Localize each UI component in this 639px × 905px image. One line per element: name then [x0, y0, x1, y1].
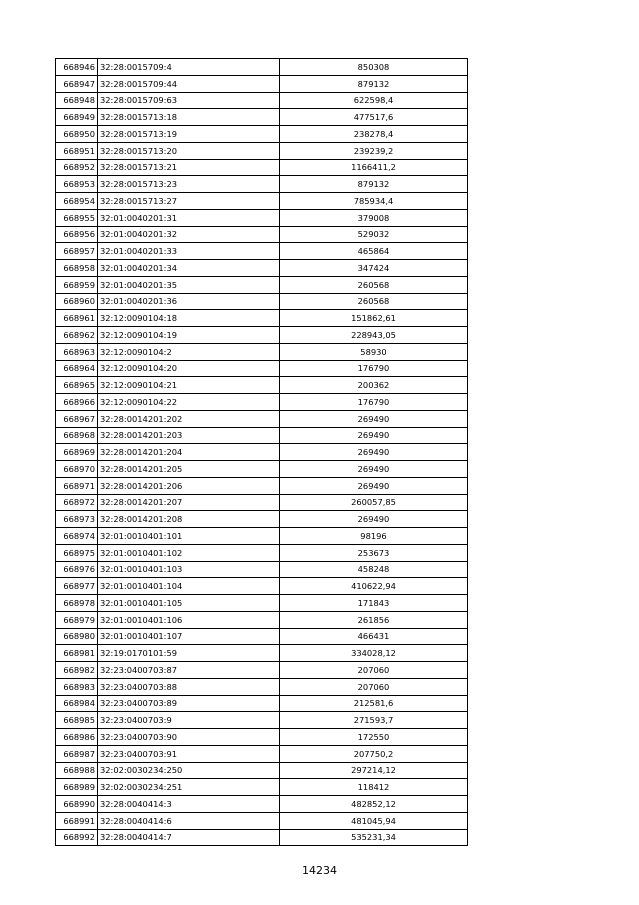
value-cell: 269490: [280, 427, 468, 444]
row-id-cell: 668955: [56, 209, 98, 226]
table-row: [56, 779, 468, 796]
cadastral-number-cell: 32:23:0400703:87: [98, 662, 280, 679]
cadastral-number-cell: 32:12:0090104:22: [98, 394, 280, 411]
cadastral-number-cell: 32:28:0040414:7: [98, 829, 280, 846]
table-row: [56, 729, 468, 746]
row-id-cell: 668981: [56, 645, 98, 662]
records-table: [55, 58, 468, 846]
table-row: [56, 276, 468, 293]
row-id-cell: 668961: [56, 310, 98, 327]
row-id-cell: 668986: [56, 729, 98, 746]
table-row: [56, 343, 468, 360]
value-cell: 260568: [280, 293, 468, 310]
value-cell: 458248: [280, 561, 468, 578]
cadastral-number-cell: 32:28:0040414:3: [98, 796, 280, 813]
row-id-cell: 668968: [56, 427, 98, 444]
cadastral-number-cell: 32:12:0090104:19: [98, 327, 280, 344]
cadastral-number-cell: 32:28:0040414:6: [98, 812, 280, 829]
cadastral-number-cell: 32:01:0010401:101: [98, 528, 280, 545]
cadastral-number-cell: 32:28:0014201:205: [98, 461, 280, 478]
table-row: [56, 762, 468, 779]
row-id-cell: 668964: [56, 360, 98, 377]
cadastral-number-cell: 32:01:0040201:33: [98, 243, 280, 260]
row-id-cell: 668956: [56, 226, 98, 243]
table-row: [56, 628, 468, 645]
cadastral-number-cell: 32:23:0400703:91: [98, 745, 280, 762]
row-id-cell: 668992: [56, 829, 98, 846]
cadastral-number-cell: 32:01:0040201:35: [98, 276, 280, 293]
table-row: [56, 595, 468, 612]
row-id-cell: 668960: [56, 293, 98, 310]
table-row: [56, 109, 468, 126]
value-cell: 118412: [280, 779, 468, 796]
value-cell: 269490: [280, 410, 468, 427]
value-cell: 347424: [280, 260, 468, 277]
value-cell: 228943,05: [280, 327, 468, 344]
value-cell: 239239,2: [280, 142, 468, 159]
cadastral-number-cell: 32:01:0040201:31: [98, 209, 280, 226]
value-cell: 176790: [280, 394, 468, 411]
row-id-cell: 668965: [56, 377, 98, 394]
cadastral-number-cell: 32:12:0090104:18: [98, 310, 280, 327]
value-cell: 207750,2: [280, 745, 468, 762]
cadastral-number-cell: 32:28:0014201:204: [98, 444, 280, 461]
cadastral-number-cell: 32:02:0030234:250: [98, 762, 280, 779]
row-id-cell: 668947: [56, 75, 98, 92]
table-row: [56, 645, 468, 662]
cadastral-number-cell: 32:12:0090104:21: [98, 377, 280, 394]
value-cell: 260568: [280, 276, 468, 293]
value-cell: 200362: [280, 377, 468, 394]
value-cell: 172550: [280, 729, 468, 746]
row-id-cell: 668977: [56, 578, 98, 595]
cadastral-number-cell: 32:23:0400703:89: [98, 695, 280, 712]
value-cell: 466431: [280, 628, 468, 645]
row-id-cell: 668946: [56, 59, 98, 76]
cadastral-number-cell: 32:23:0400703:88: [98, 678, 280, 695]
row-id-cell: 668948: [56, 92, 98, 109]
table-row: [56, 829, 468, 846]
page-number: 14234: [302, 864, 337, 877]
cadastral-number-cell: 32:23:0400703:9: [98, 712, 280, 729]
row-id-cell: 668976: [56, 561, 98, 578]
row-id-cell: 668973: [56, 511, 98, 528]
value-cell: 879132: [280, 176, 468, 193]
row-id-cell: 668958: [56, 260, 98, 277]
cadastral-number-cell: 32:12:0090104:20: [98, 360, 280, 377]
cadastral-number-cell: 32:28:0015713:21: [98, 159, 280, 176]
row-id-cell: 668959: [56, 276, 98, 293]
value-cell: 379008: [280, 209, 468, 226]
value-cell: 334028,12: [280, 645, 468, 662]
row-id-cell: 668974: [56, 528, 98, 545]
table-row: [56, 611, 468, 628]
value-cell: 151862,61: [280, 310, 468, 327]
value-cell: 482852,12: [280, 796, 468, 813]
value-cell: 269490: [280, 444, 468, 461]
row-id-cell: 668962: [56, 327, 98, 344]
value-cell: 261856: [280, 611, 468, 628]
row-id-cell: 668989: [56, 779, 98, 796]
table-row: [56, 92, 468, 109]
table-row: [56, 444, 468, 461]
cadastral-number-cell: 32:01:0010401:106: [98, 611, 280, 628]
row-id-cell: 668988: [56, 762, 98, 779]
value-cell: 269490: [280, 477, 468, 494]
row-id-cell: 668951: [56, 142, 98, 159]
row-id-cell: 668987: [56, 745, 98, 762]
table-row: [56, 578, 468, 595]
cadastral-number-cell: 32:01:0010401:104: [98, 578, 280, 595]
cadastral-number-cell: 32:28:0015709:4: [98, 59, 280, 76]
value-cell: 269490: [280, 461, 468, 478]
table-row: [56, 142, 468, 159]
cadastral-number-cell: 32:23:0400703:90: [98, 729, 280, 746]
cadastral-number-cell: 32:01:0010401:103: [98, 561, 280, 578]
value-cell: 410622,94: [280, 578, 468, 595]
value-cell: 535231,34: [280, 829, 468, 846]
table-row: [56, 427, 468, 444]
value-cell: 212581,6: [280, 695, 468, 712]
table-row: [56, 695, 468, 712]
table-row: [56, 209, 468, 226]
table-row: [56, 410, 468, 427]
value-cell: 260057,85: [280, 494, 468, 511]
table-row: [56, 678, 468, 695]
row-id-cell: 668972: [56, 494, 98, 511]
table-row: [56, 561, 468, 578]
cadastral-number-cell: 32:28:0014201:206: [98, 477, 280, 494]
value-cell: 879132: [280, 75, 468, 92]
table-row: [56, 377, 468, 394]
row-id-cell: 668983: [56, 678, 98, 695]
table-row: [56, 394, 468, 411]
table-row: [56, 461, 468, 478]
cadastral-number-cell: 32:01:0040201:34: [98, 260, 280, 277]
cadastral-number-cell: 32:28:0015709:63: [98, 92, 280, 109]
value-cell: 98196: [280, 528, 468, 545]
table-row: [56, 159, 468, 176]
table-row: [56, 796, 468, 813]
value-cell: 271593,7: [280, 712, 468, 729]
cadastral-number-cell: 32:28:0015713:19: [98, 126, 280, 143]
value-cell: 850308: [280, 59, 468, 76]
row-id-cell: 668969: [56, 444, 98, 461]
table-row: [56, 327, 468, 344]
records-table-body: [56, 59, 468, 846]
row-id-cell: 668950: [56, 126, 98, 143]
cadastral-number-cell: 32:01:0040201:36: [98, 293, 280, 310]
table-row: [56, 193, 468, 210]
value-cell: 622598,4: [280, 92, 468, 109]
cadastral-number-cell: 32:28:0014201:203: [98, 427, 280, 444]
table-row: [56, 477, 468, 494]
value-cell: 58930: [280, 343, 468, 360]
cadastral-number-cell: 32:28:0014201:207: [98, 494, 280, 511]
cadastral-number-cell: 32:28:0014201:208: [98, 511, 280, 528]
table-row: [56, 662, 468, 679]
value-cell: 785934,4: [280, 193, 468, 210]
value-cell: 269490: [280, 511, 468, 528]
table-row: [56, 126, 468, 143]
table-row: [56, 75, 468, 92]
row-id-cell: 668949: [56, 109, 98, 126]
row-id-cell: 668970: [56, 461, 98, 478]
cadastral-number-cell: 32:02:0030234:251: [98, 779, 280, 796]
row-id-cell: 668963: [56, 343, 98, 360]
row-id-cell: 668982: [56, 662, 98, 679]
row-id-cell: 668967: [56, 410, 98, 427]
value-cell: 1166411,2: [280, 159, 468, 176]
row-id-cell: 668985: [56, 712, 98, 729]
row-id-cell: 668957: [56, 243, 98, 260]
cadastral-number-cell: 32:28:0015713:23: [98, 176, 280, 193]
row-id-cell: 668990: [56, 796, 98, 813]
table-row: [56, 712, 468, 729]
cadastral-number-cell: 32:01:0040201:32: [98, 226, 280, 243]
value-cell: 171843: [280, 595, 468, 612]
cadastral-number-cell: 32:12:0090104:2: [98, 343, 280, 360]
value-cell: 176790: [280, 360, 468, 377]
table-row: [56, 310, 468, 327]
row-id-cell: 668979: [56, 611, 98, 628]
cadastral-number-cell: 32:28:0015713:27: [98, 193, 280, 210]
table-row: [56, 59, 468, 76]
value-cell: 207060: [280, 678, 468, 695]
value-cell: 297214,12: [280, 762, 468, 779]
table-row: [56, 494, 468, 511]
value-cell: 238278,4: [280, 126, 468, 143]
row-id-cell: 668953: [56, 176, 98, 193]
value-cell: 477517,6: [280, 109, 468, 126]
row-id-cell: 668971: [56, 477, 98, 494]
cadastral-number-cell: 32:28:0015709:44: [98, 75, 280, 92]
table-row: [56, 544, 468, 561]
value-cell: 529032: [280, 226, 468, 243]
cadastral-number-cell: 32:28:0014201:202: [98, 410, 280, 427]
table-row: [56, 176, 468, 193]
table-row: [56, 528, 468, 545]
value-cell: 481045,94: [280, 812, 468, 829]
value-cell: 465864: [280, 243, 468, 260]
row-id-cell: 668984: [56, 695, 98, 712]
row-id-cell: 668954: [56, 193, 98, 210]
table-row: [56, 260, 468, 277]
row-id-cell: 668966: [56, 394, 98, 411]
cadastral-number-cell: 32:01:0010401:102: [98, 544, 280, 561]
table-row: [56, 745, 468, 762]
table-row: [56, 812, 468, 829]
table-row: [56, 226, 468, 243]
cadastral-number-cell: 32:28:0015713:18: [98, 109, 280, 126]
row-id-cell: 668978: [56, 595, 98, 612]
table-row: [56, 511, 468, 528]
row-id-cell: 668991: [56, 812, 98, 829]
value-cell: 207060: [280, 662, 468, 679]
row-id-cell: 668975: [56, 544, 98, 561]
table-row: [56, 360, 468, 377]
table-row: [56, 243, 468, 260]
cadastral-number-cell: 32:01:0010401:107: [98, 628, 280, 645]
cadastral-number-cell: 32:01:0010401:105: [98, 595, 280, 612]
cadastral-number-cell: 32:28:0015713:20: [98, 142, 280, 159]
cadastral-number-cell: 32:19:0170101:59: [98, 645, 280, 662]
row-id-cell: 668980: [56, 628, 98, 645]
table-row: [56, 293, 468, 310]
value-cell: 253673: [280, 544, 468, 561]
row-id-cell: 668952: [56, 159, 98, 176]
